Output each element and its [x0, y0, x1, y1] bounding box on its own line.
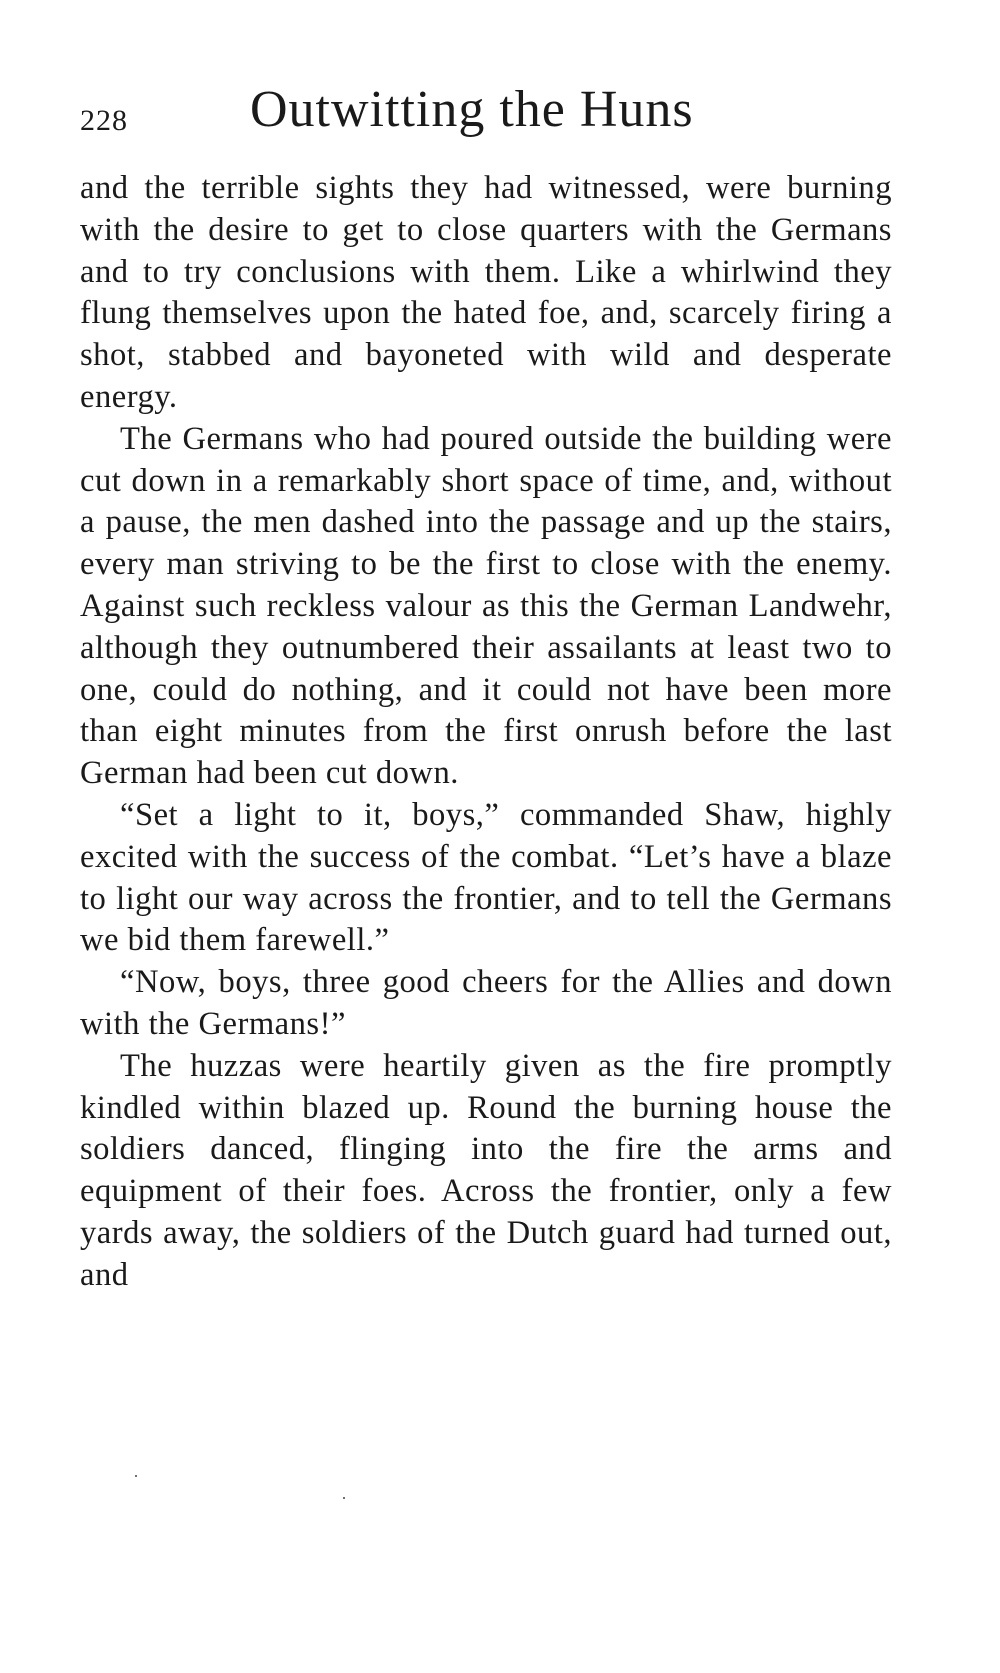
paragraph: “Set a light to it, boys,” commanded Shaw, highly excited with the success of the combat. “Let’s have a blaze to light our way across the frontier, and to tell the Germans we bid them farewell.” [80, 796, 892, 959]
print-speck [135, 1475, 137, 1477]
paragraph: and the terrible sights they had witnessed, were burning with the desire to get to close quarters with the Germans and to try conclusions with them. Like a whirlwind they flung themselves upon the hated foe, and, scarcely firing a shot, stabbed and bayoneted with wild and desperate energy. [80, 170, 892, 415]
body-text [80, 168, 892, 1297]
running-title: Outwitting the Huns [250, 81, 694, 138]
page-number: 228 [80, 104, 128, 137]
paragraph: The huzzas were heartily given as the fire promptly kindled within blazed up. Round the burning house the soldiers danced, flinging into the fire the arms and equipment of their foes. Across the frontier, only a few yards away, the soldiers of the Dutch guard had turned out, and [80, 1047, 892, 1293]
page-header [80, 80, 920, 150]
paragraph: “Now, boys, three good cheers for the Allies and down with the Germans!” [80, 964, 892, 1042]
paragraph: The Germans who had poured outside the building were cut down in a remarkably short space of time, and, without a pause, the men dashed into the passage and up the stairs, every man striving to be the first to close with the enemy. Against such reckless valour as this the German Landwehr, although they outnumbered their assailants at least two to one, could do nothing, and it could not have been more than eight minutes from the first onrush before the last German had been cut down. [80, 420, 892, 792]
print-speck [343, 1497, 345, 1499]
